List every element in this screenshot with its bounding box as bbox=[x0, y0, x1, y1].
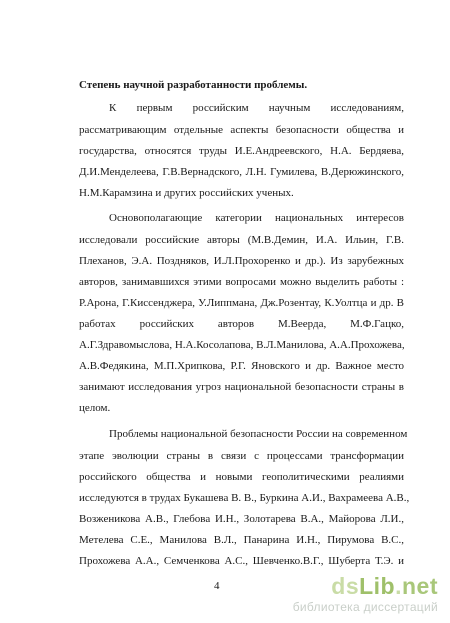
text-line: этапе эволюции страны в связи с процессами трансформации bbox=[79, 450, 404, 462]
page-number: 4 bbox=[214, 580, 220, 592]
text-line: занимают исследования угроз национальной безопасности страны в bbox=[79, 381, 404, 393]
text-line: рассматривающим отдельные аспекты безопасности общества и bbox=[79, 124, 404, 136]
watermark-net: net bbox=[402, 573, 438, 599]
text-line: К первым российским научным исследованиям, bbox=[109, 102, 404, 114]
text-line: Н.М.Карамзина и других российских ученых. bbox=[79, 187, 294, 199]
text-line: Д.И.Менделеева, Г.В.Вернадского, Л.Н. Гумилева, В.Дерюжинского, bbox=[79, 166, 404, 178]
text-line: авторов, занимавшихся этими вопросами можно выделить работы : bbox=[79, 276, 404, 288]
text-line: Р.Арона, Г.Киссенджера, У.Липпмана, Дж.Розентау, К.Уолтца и др. В bbox=[79, 297, 404, 309]
text-line: Плеханов, Э.А. Поздняков, И.Л.Прохоренко и др.). Из зарубежных bbox=[79, 255, 404, 267]
text-line: государства, относятся труды И.Е.Андреевского, Н.А. Бердяева, bbox=[79, 145, 404, 157]
text-line: Метелева С.Е., Манилова В.Л., Панарина И.Н., Пирумова В.С., bbox=[79, 534, 404, 546]
text-line: исследуются в трудах Букашева В. В., Буркина А.И., Вахрамеева А.В., bbox=[79, 492, 410, 504]
text-line: Основополагающие категории национальных интересов bbox=[109, 212, 404, 224]
watermark-dot: . bbox=[395, 573, 402, 599]
text-line: А.В.Федякина, М.П.Хрипкова, Р.Г. Яновского и др. Важное место bbox=[79, 360, 404, 372]
text-line: А.Г.Здравомыслова, Н.А.Косолапова, В.Л.Манилова, А.А.Прохожева, bbox=[79, 339, 405, 351]
watermark-ds: ds bbox=[331, 573, 360, 599]
watermark-lib: Lib bbox=[359, 573, 396, 599]
watermark-wordmark bbox=[331, 573, 438, 600]
text-line: Возженикова А.В., Глебова И.Н., Золотарева В.А., Майорова Л.И., bbox=[79, 513, 404, 525]
text-line: российского общества и новыми геополитическими реалиями bbox=[79, 471, 404, 483]
section-heading: Степень научной разработанности проблемы. bbox=[79, 79, 308, 91]
text-line: исследовали российские авторы (М.В.Демин, И.А. Ильин, Г.В. bbox=[79, 234, 404, 246]
text-line: Проблемы национальной безопасности России на современном bbox=[109, 428, 408, 440]
watermark-subtitle: библиотека диссертаций bbox=[292, 600, 438, 614]
watermark-logo bbox=[288, 573, 438, 617]
text-line: целом. bbox=[79, 402, 111, 414]
text-line: работах российских авторов М.Веерда, М.Ф.Гацко, bbox=[79, 318, 404, 330]
text-line: Прохожева А.А., Семченкова А.С., Шевченко.В.Г., Шуберта Т.Э. и bbox=[79, 555, 404, 567]
